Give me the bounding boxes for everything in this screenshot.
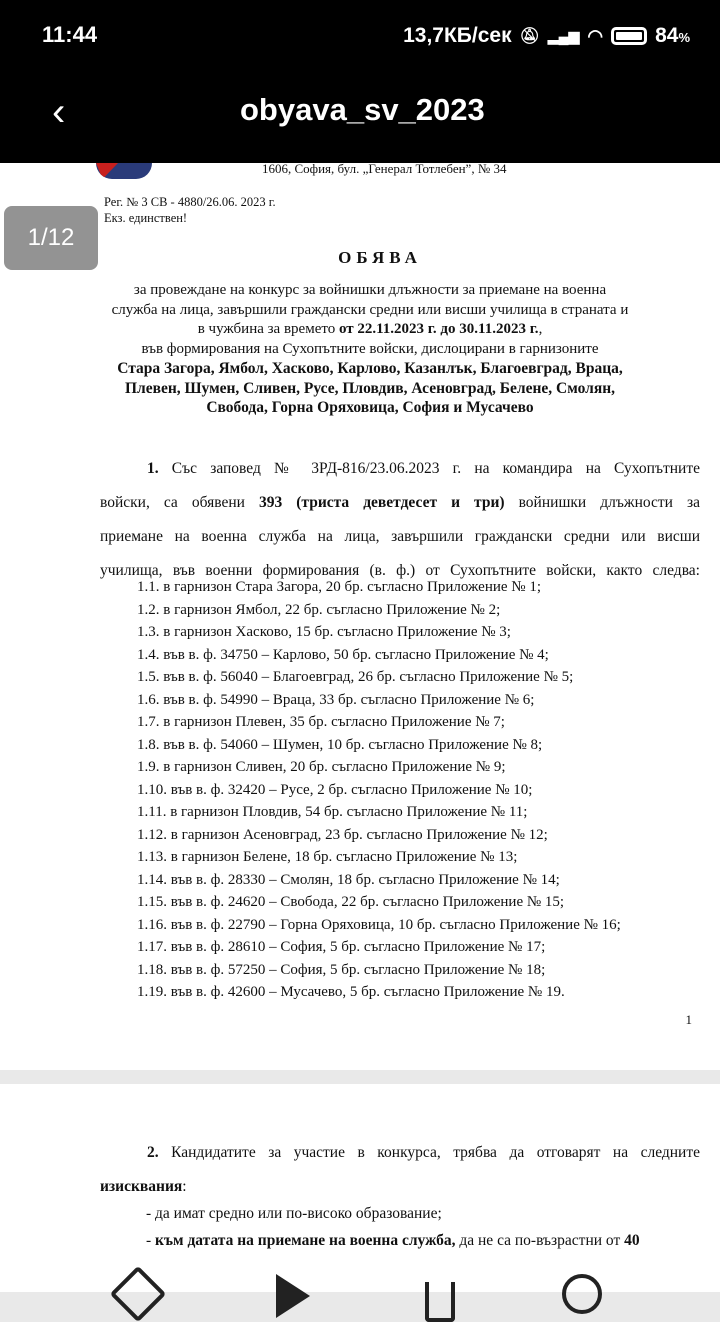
list-item: 1.11. в гарнизон Пловдив, 54 бр. съгласно Приложение № 11; xyxy=(137,804,528,820)
search-icon[interactable] xyxy=(562,1274,602,1314)
list-item: 1.15. във в. ф. 24620 – Свобода, 22 бр. съгласно Приложение № 15; xyxy=(137,894,565,910)
status-bar: 11:44 13,7КБ/сек 🔕︎ ▂▄▆ ◠ 84% xyxy=(0,0,720,70)
list-item: 1.5. във в. ф. 56040 – Благоевград, 26 бр. съгласно Приложение № 5; xyxy=(137,669,574,685)
list-item: 1.6. във в. ф. 54990 – Враца, 33 бр. съгласно Приложение № 6; xyxy=(137,691,535,708)
pdf-page-2 xyxy=(0,1084,720,1292)
share-icon[interactable] xyxy=(425,1282,455,1322)
document-title: obyava_sv_2023 xyxy=(240,92,485,127)
paragraph-1: 1. Със заповед № 3РД-816/23.06.2023 г. на командира на Сухопътните войски, са обявени 393 (триста деветдесет и три) войнишки длъжности за приемане на военна служба на лица, завършили граждански средни или висши училища, във военни формирования (в. ф.) от Сухопътните войски, както следва: xyxy=(100,460,700,579)
bottom-toolbar xyxy=(0,1268,720,1292)
list-item: 1.2. в гарнизон Ямбол, 22 бр. съгласно Приложение № 2; xyxy=(137,601,501,618)
address: 1606, София, бул. „Генерал Тотлебен”, № 34 xyxy=(262,161,507,176)
list-item: 1.8. във в. ф. 54060 – Шумен, 10 бр. съгласно Приложение № 8; xyxy=(137,736,543,753)
paragraph-2: 2. Кандидатите за участие в конкурса, трябва да отговарят на следните изисквания: xyxy=(100,1144,700,1195)
document-heading: ОБЯВА xyxy=(338,248,422,267)
list-item: 1.7. в гарнизон Плевен, 35 бр. съгласно Приложение № 7; xyxy=(137,714,505,730)
list-item: 1.1. в гарнизон Стара Загора, 20 бр. съгласно Приложение № 1; xyxy=(137,579,542,595)
app-bar xyxy=(0,70,720,163)
mute-icon: 🔕︎ xyxy=(519,28,540,45)
list-item: 1.12. в гарнизон Асеновград, 23 бр. съгласно Приложение № 12; xyxy=(137,826,548,843)
page-number: 1 xyxy=(685,1012,692,1027)
list-item: 1.14. във в. ф. 28330 – Смолян, 18 бр. съгласно Приложение № 14; xyxy=(137,871,560,888)
requirement-2: - към датата на приемане на военна служба, да не са по-възрастни от 40 xyxy=(146,1232,640,1249)
list-item: 1.17. във в. ф. 28610 – София, 5 бр. съгласно Приложение № 17; xyxy=(137,939,546,955)
back-button[interactable]: ‹ xyxy=(52,90,66,134)
copy-note: Екз. единствен! xyxy=(104,211,188,225)
list-item: 1.18. във в. ф. 57250 – София, 5 бр. съгласно Приложение № 18; xyxy=(137,961,546,978)
allocation-list xyxy=(137,576,621,1004)
subtitle: за провеждане на конкурс за войнишки длъжности за приемане на военна служба на лица, завършили граждански средни или висши училища в страната и в чужбина за времето от 22.11.2023 г. до 30.11.2023 г., във формирования на Сухопътните войски, дислоцирани в гарнизоните Стара Загора, Ямбол, Хасково, Карлово, Казанлък, Благоевград, Враца, Плевен, Шумен, Сливен, Русе, Пловдив, Асеновград, Белене, Смолян, Свобода, Горна Оряховица, София и Мусачево xyxy=(111,282,629,416)
wifi-icon: ◠ xyxy=(587,25,604,46)
edit-icon[interactable] xyxy=(110,1266,167,1322)
network-speed: 13,7КБ/сек xyxy=(403,24,512,47)
logo-icon xyxy=(96,163,152,179)
list-item: 1.9. в гарнизон Сливен, 20 бр. съгласно Приложение № 9; xyxy=(137,759,506,775)
list-item: 1.4. във в. ф. 34750 – Карлово, 50 бр. съгласно Приложение № 4; xyxy=(137,646,549,663)
list-item: 1.10. във в. ф. 32420 – Русе, 2 бр. съгласно Приложение № 10; xyxy=(137,781,533,798)
battery-level: 84 xyxy=(655,24,679,47)
list-item: 1.13. в гарнизон Белене, 18 бр. съгласно Приложение № 13; xyxy=(137,849,518,865)
registration-number: Рег. № 3 СВ - 4880/26.06. 2023 г. xyxy=(104,195,276,209)
clock: 11:44 xyxy=(42,22,98,47)
battery-icon xyxy=(611,27,647,45)
signal-icon: ▂▄▆ xyxy=(547,27,580,44)
list-item: 1.16. във в. ф. 22790 – Горна Оряховица, 10 бр. съгласно Приложение № 16; xyxy=(137,916,621,933)
list-item: 1.19. във в. ф. 42600 – Мусачево, 5 бр. съгласно Приложение № 19. xyxy=(137,984,565,1000)
requirement-1: - да имат средно или по-високо образование; xyxy=(146,1205,442,1222)
pdf-page-1 xyxy=(0,163,720,1070)
play-icon[interactable] xyxy=(276,1274,310,1318)
list-item: 1.3. в гарнизон Хасково, 15 бр. съгласно Приложение № 3; xyxy=(137,624,511,640)
page-indicator: 1/12 xyxy=(4,206,98,270)
